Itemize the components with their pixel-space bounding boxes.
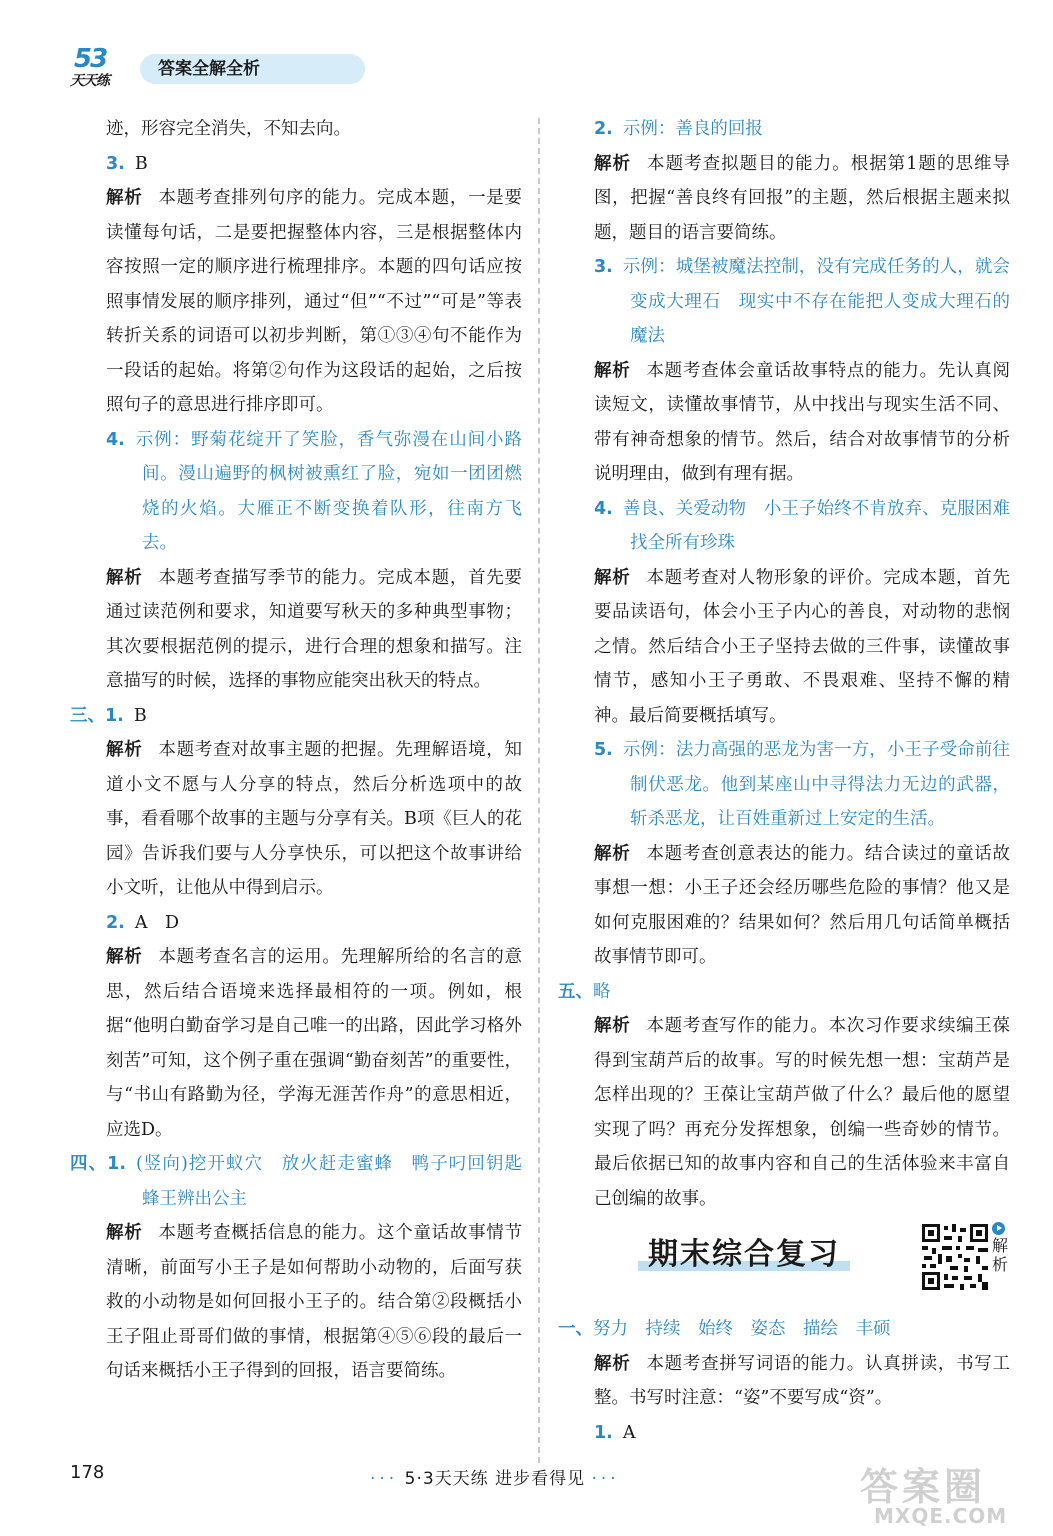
s4q1-number: 1. xyxy=(107,1154,126,1174)
s3q1-number: 1. xyxy=(105,705,124,726)
analysis-label: 解析 xyxy=(594,360,631,381)
brand-logo xyxy=(70,44,130,94)
analysis-label: 解析 xyxy=(594,567,631,588)
s3q1-answer-text: B xyxy=(133,705,147,726)
s4q1-explanation-text: 本题考查概括信息的能力。这个童话故事情节清晰，前面写小王子是如何帮助小动物的，后面写获救的小动物是如何回报小王子的。结合第②段概括小王子阻止哥哥们做的事情，根据第④⑤⑥段的最后一句话来概括小王子得到的回报，语言要简练。 xyxy=(106,1223,523,1381)
qr-code-icon[interactable] xyxy=(920,1222,990,1292)
q2-explanation xyxy=(558,147,1010,251)
analysis-label: 解析 xyxy=(106,188,143,208)
analysis-label: 解析 xyxy=(594,843,631,864)
s3q1-explanation-text: 本题考查对故事主题的把握。先理解语境，知道小文不愿与人分享的特点，然后分析选项中的故事，看看哪个故事的主题与分享有关。B项《巨人的花园》告诉我们要与人分享快乐，可以把这个故事讲给小文听，让他从中得到启示。 xyxy=(106,740,523,898)
q3-explanation xyxy=(558,354,1010,492)
section-4-q1-answer xyxy=(70,1147,540,1216)
logo-text: 天天练 xyxy=(70,73,109,89)
s3q2-answer xyxy=(70,906,522,941)
section-title-block xyxy=(558,1222,1010,1312)
q4-answer-text: 示例：野菊花绽开了笑脸，香气弥漫在山间小路间。漫山遍野的枫树被熏红了脸，宛如一团团燃烧的火焰。大雁正不断变换着队形，往南方飞去。 xyxy=(134,429,522,553)
analysis-label: 解析 xyxy=(594,1353,631,1374)
q3-explanation-text: 本题考查排列句序的能力。完成本题，一是要读懂每句话，二是要把握整体内容，三是根据整体内容按照一定的顺序进行梳理排序。本题的四句话应按照事情发展的顺序排列，通过“但”“不过”“可是”等表转折关系的词语可以初步判断，第①③④句不能作为一段话的起始。将第②句作为这段话的起始，之后按照句子的意思进行排序即可。 xyxy=(106,188,523,415)
e1-explanation-text: 本题考查拼写词语的能力。认真拼读，书写工整。书写时注意：“姿”不要写成“资”。 xyxy=(594,1353,1011,1408)
s4q1-explanation xyxy=(70,1216,522,1389)
q3-answer-text: 示例：城堡被魔法控制，没有完成任务的人，就会变成大理石 现实中不存在能把人变成大理石的魔法 xyxy=(622,257,1010,346)
final-section-1-label: 一、 xyxy=(558,1319,593,1339)
watermark-url: MXQE.COM xyxy=(874,1504,1008,1528)
q2-answer-text: 示例：善良的回报 xyxy=(622,119,763,139)
q3-answer-text: B xyxy=(134,153,148,174)
header-title: 答案全解全析 xyxy=(140,54,365,84)
q4-explanation-text: 本题考查描写季节的能力。完成本题，首先要通过读范例和要求，知道要写秋天的多种典型事物；其次要根据范例的提示，进行合理的想象和描写。注意描写的时候，选择的事物应能突出秋天的特点。 xyxy=(106,567,523,691)
watermark xyxy=(840,1460,1040,1536)
q2-answer xyxy=(558,112,1010,147)
q4-number: 4. xyxy=(594,498,613,519)
q5-answer-text: 示例：法力高强的恶龙为害一方，小王子受命前往制伏恶龙。他到某座山中寻得法力无边的武器，斩杀恶龙，让百姓重新过上安定的生活。 xyxy=(622,740,1010,829)
e1q1-number: 1. xyxy=(594,1422,613,1443)
analysis-label: 解析 xyxy=(106,740,143,760)
s5-explanation-text: 本题考查写作的能力。本次习作要求续编王葆得到宝葫芦后的故事。写的时候先想一想：宝葫芦是怎样出现的？王葆让宝葫芦做了什么？最后他的愿望实现了吗？再充分发挥想象，创编一些奇妙的情节。最后依据已知的故事内容和自己的生活体验来丰富自己创编的故事。 xyxy=(594,1016,1011,1209)
analysis-label: 解析 xyxy=(106,1223,143,1243)
q3-explanation xyxy=(70,181,522,423)
q3-answer xyxy=(70,147,522,182)
q2-number: 2. xyxy=(594,119,613,139)
s3q2-explanation-text: 本题考查名言的运用。先理解所给的名言的意思，然后结合语境来选择最相符的一项。例如，根据“他明白勤奋学习是自己唯一的出路，因此学习格外刻苦”可知，这个例子重在强调“勤奋刻苦”的重要性，与“书山有路勤为径，学海无涯苦作舟”的意思相近，应选D。 xyxy=(106,947,523,1140)
section-title: 期末综合复习 xyxy=(648,1237,840,1272)
qr-label: 解析 xyxy=(992,1236,1009,1274)
slogan-dots-right: ··· xyxy=(591,1469,620,1489)
slogan-dots-left: ··· xyxy=(370,1469,399,1489)
q4-answer xyxy=(70,423,522,561)
analysis-label: 解析 xyxy=(594,1016,631,1036)
analysis-label: 解析 xyxy=(594,153,632,174)
q3-number: 3. xyxy=(594,257,613,277)
q5-explanation xyxy=(558,837,1010,975)
q3-number: 3. xyxy=(106,153,125,174)
section-3-q1-answer xyxy=(70,699,522,734)
page-number: 178 xyxy=(70,1462,105,1483)
q5-explanation-text: 本题考查创意表达的能力。结合读过的童话故事想一想：小王子还会经历哪些危险的事情？他又是如何克服困难的？结果如何？然后用几句话简单概括故事情节即可。 xyxy=(594,843,1011,967)
play-icon[interactable] xyxy=(992,1222,1005,1235)
section-3-label: 三、 xyxy=(70,705,105,726)
section-4-label: 四、 xyxy=(70,1154,108,1174)
q3-answer xyxy=(558,250,1010,354)
q4-answer-text: 善良、关爱动物 小王子始终不肯放弃、克服困难找全所有珍珠 xyxy=(622,498,1010,553)
analysis-label: 解析 xyxy=(106,947,143,967)
q4-explanation xyxy=(558,561,1010,734)
s3q1-explanation xyxy=(70,733,522,906)
q3-explanation-text: 本题考查体会童话故事特点的能力。先认真阅读短文，读懂故事情节，从中找出与现实生活不同、带有神奇想象的情节。然后，结合对故事情节的分析说明理由，做到有理有据。 xyxy=(594,360,1011,484)
q4-number: 4. xyxy=(106,429,125,450)
slogan-text: 5·3天天练 进步看得见 xyxy=(404,1469,586,1489)
e1-answer-text: 努力 持续 始终 姿态 描绘 丰硕 xyxy=(593,1319,891,1339)
logo-number: 53 xyxy=(74,44,107,74)
s3q2-answer-text: A D xyxy=(134,912,179,933)
analysis-label: 解析 xyxy=(106,567,143,588)
s3q2-number: 2. xyxy=(106,912,125,933)
paragraph-continuation: 迹，形容完全消失，不知去向。 xyxy=(106,119,351,139)
final-review-q1-answer xyxy=(558,1312,1010,1347)
q2-explanation-text: 本题考查拟题目的能力。根据第1题的思维导图，把握“善良终有回报”的主题，然后根据主题来拟题，题目的语言要简练。 xyxy=(594,153,1011,243)
s5-explanation xyxy=(558,1009,1010,1216)
section-5-label: 五、 xyxy=(558,981,593,1002)
s3q2-explanation xyxy=(70,940,522,1147)
q5-number: 5. xyxy=(594,740,613,760)
column-divider xyxy=(538,118,540,1463)
right-column xyxy=(558,112,1010,1450)
section-5-answer xyxy=(558,975,1010,1010)
q4-explanation-text: 本题考查对人物形象的评价。完成本题，首先要品读语句，体会小王子内心的善良，对动物的悲悯之情。然后结合小王子坚持去做的三件事，读懂故事情节，感知小王子勇敢、不畏艰难、坚持不懈的精神。最后简要概括填写。 xyxy=(594,567,1011,726)
q4-explanation xyxy=(70,561,522,699)
footer-slogan xyxy=(370,1464,620,1489)
s5-answer-text: 略 xyxy=(593,981,611,1002)
e1q1-answer-text: A xyxy=(622,1422,636,1443)
s4q1-answer-text: (竖向)挖开蚁穴 放火赶走蜜蜂 鸭子叼回钥匙 蜂王辨出公主 xyxy=(135,1154,540,1209)
q4-answer xyxy=(558,492,1010,561)
q5-answer xyxy=(558,733,1010,837)
e1q1-answer xyxy=(558,1416,1010,1451)
e1-explanation xyxy=(558,1347,1010,1416)
watermark-text: 答案圈 xyxy=(860,1465,987,1509)
left-column xyxy=(70,112,540,1389)
